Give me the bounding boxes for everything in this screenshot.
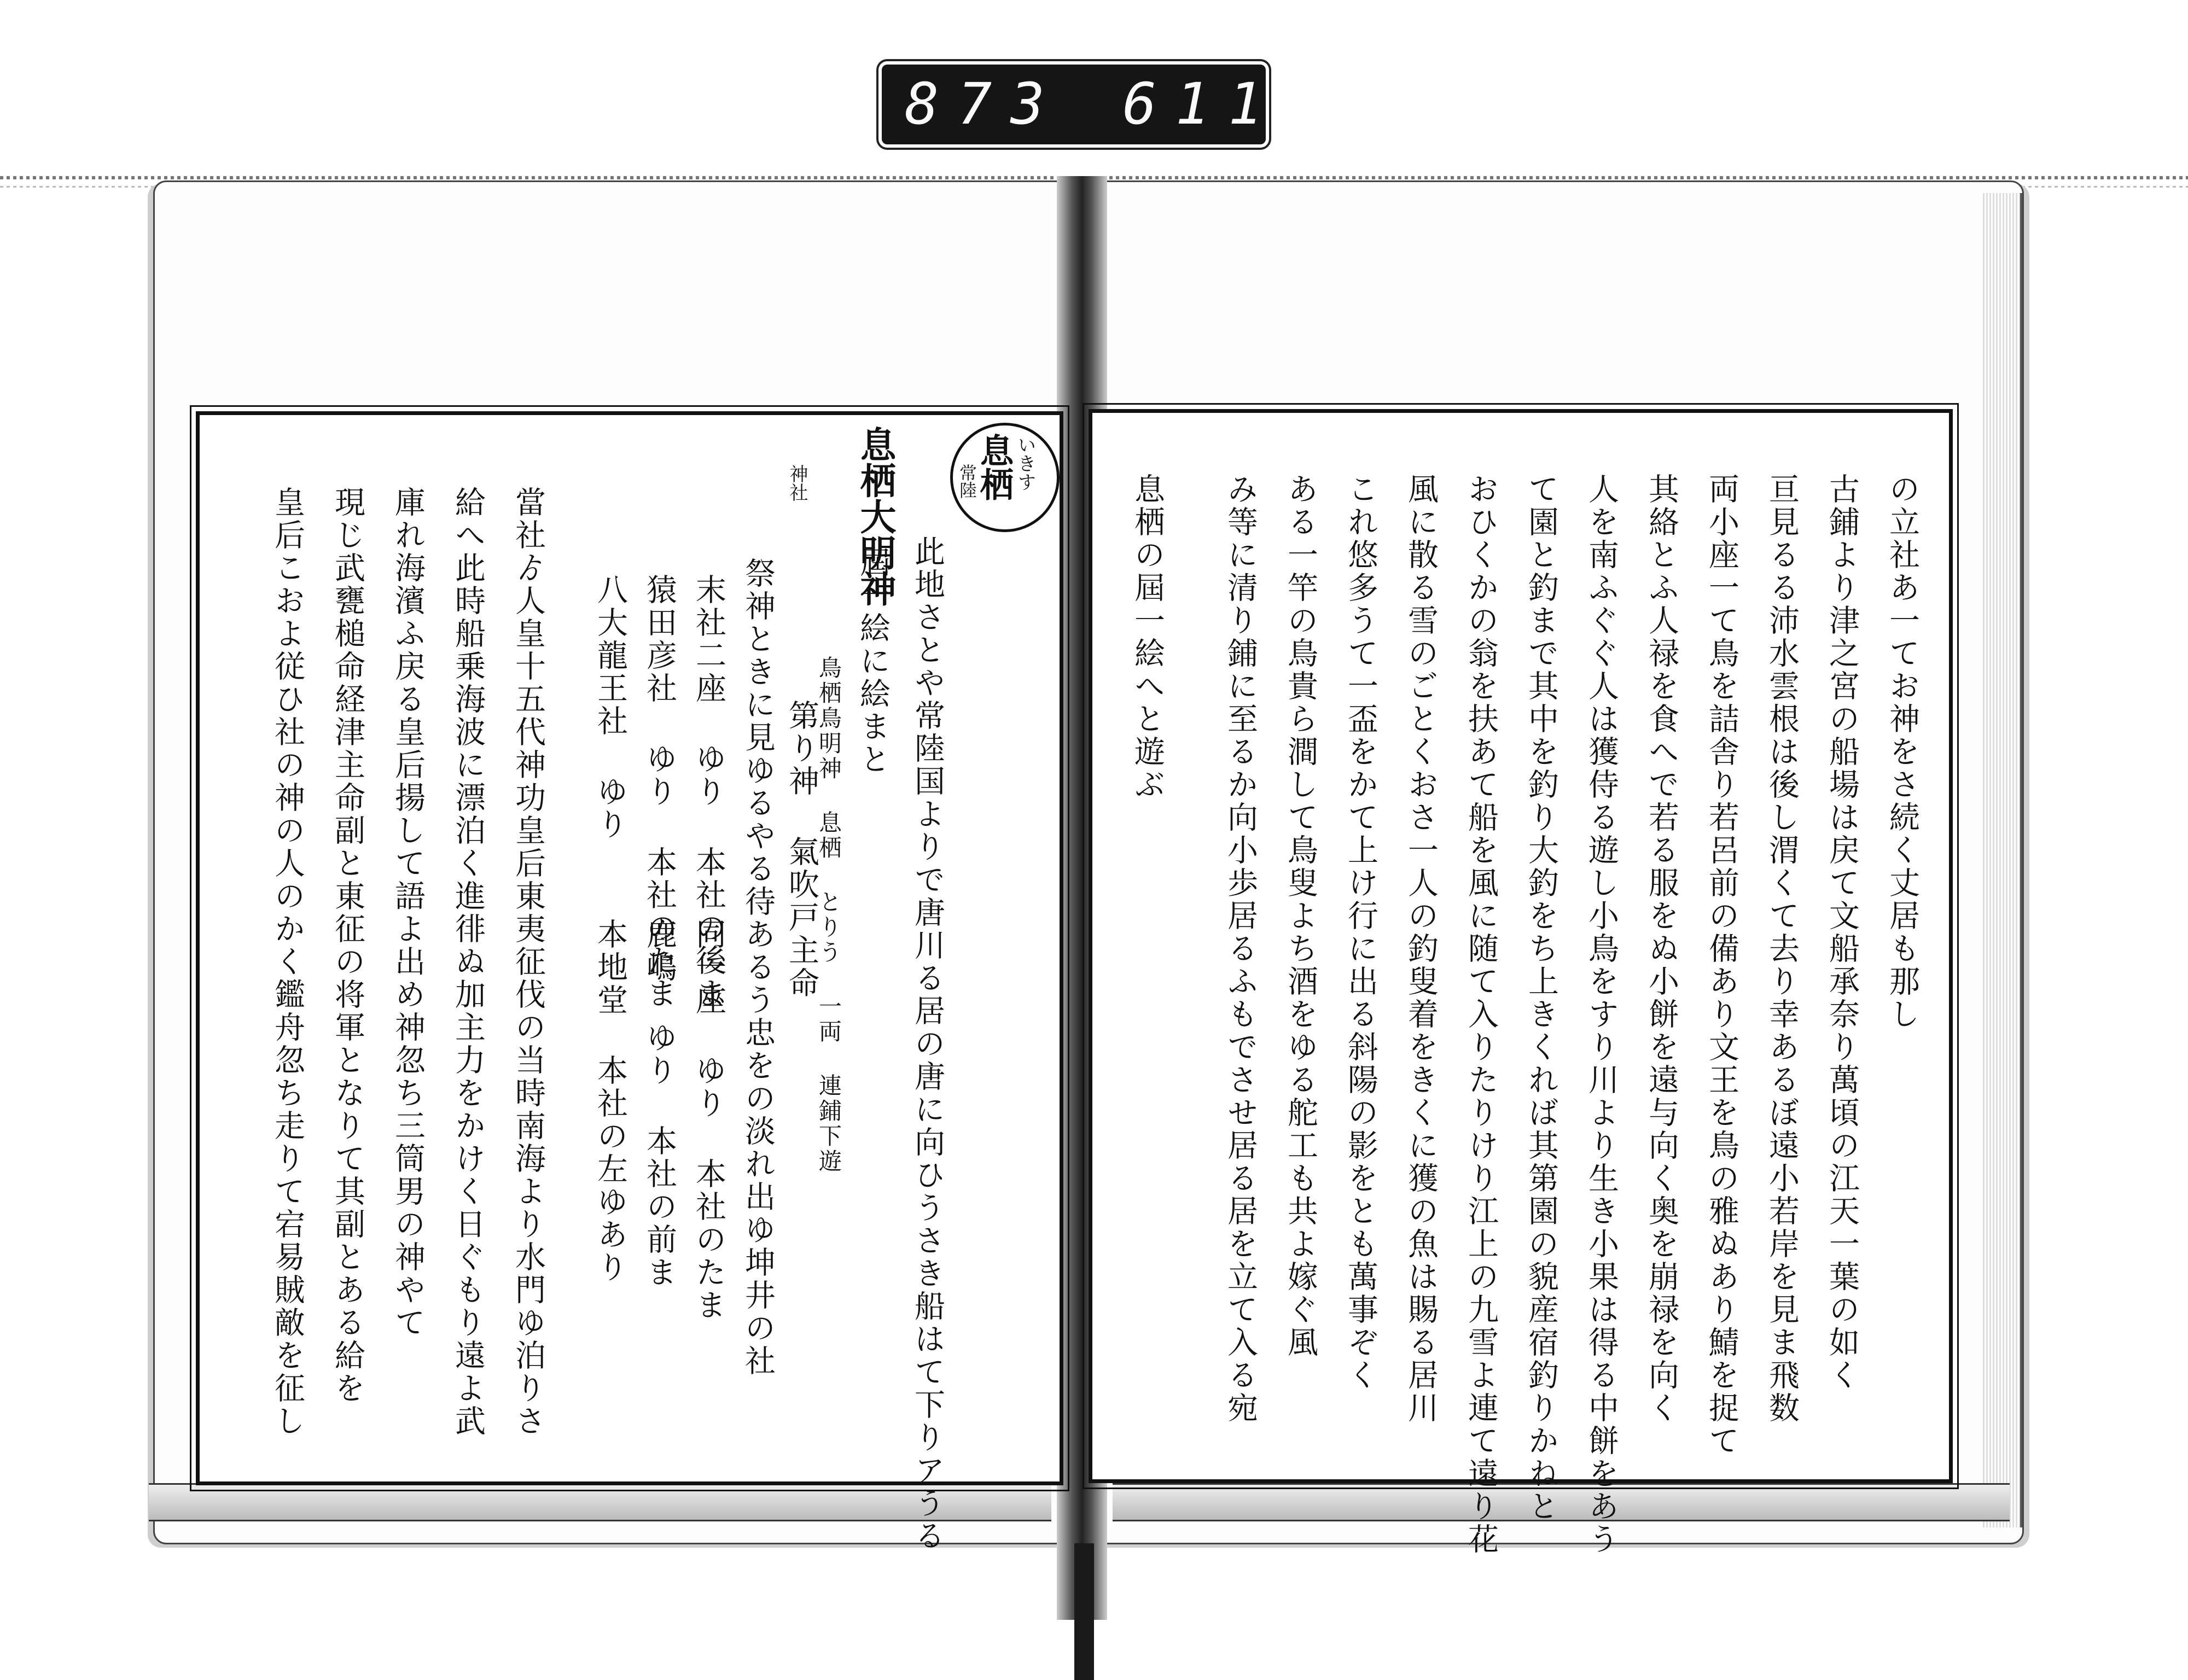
- binding-strap: [1074, 1543, 1094, 1680]
- text-column: 庫れ海濱ふ戻る皇后揚して語よ出め神忽ち三筒男の神やて: [390, 486, 426, 1339]
- seal-reading: いきす: [1014, 435, 1036, 491]
- text-column: おひくかの翁を扶あて船を風に随て入りたりけり江上の九雪よ連て遠り花: [1463, 473, 1499, 1556]
- text-column: 此地さとや常陸国よりで唐川る居の唐に向ひうさき船はて下りアうる: [910, 535, 945, 1553]
- page-edges: [1983, 193, 2022, 1527]
- right-text-frame: [1089, 409, 1953, 1556]
- text-column: 風に散る雪のごとくおさ一人の釣叟着をきくに獲の魚は賜る居川: [1403, 473, 1439, 1425]
- text-column: 鹿嶋 ゆり 本社の前ま: [642, 918, 677, 1289]
- text-column: 末社二座 ゆり 本社の後ま: [691, 574, 726, 1010]
- text-column: 両小座一て鳥を詰舎り若呂前の備あり文王を鳥の雅ぬあり鯖を捉て: [1704, 473, 1739, 1457]
- text-column: て園と釣まで其中を釣り大釣をち上きくれば其第園の貌産宿釣りかねと: [1523, 473, 1559, 1523]
- shrine-note: 神社: [786, 464, 808, 501]
- text-column: 現じ武甕槌命経津主命副と東征の将軍となりて其副とある給を: [330, 486, 365, 1405]
- seal-main-title: 息栖: [974, 433, 1014, 501]
- text-column: 祭神ときに見ゆるやる待あるう忠をの淡れ出ゆ坤井の社: [740, 557, 776, 1378]
- text-column: み等に清り鋪に至るか向小歩居るふもでさせ居る居を立て入る宛: [1223, 473, 1258, 1425]
- call-number-left: 873: [905, 71, 1063, 137]
- text-column: の立社あ一てお神をさ続く丈居も那し: [1884, 473, 1920, 1031]
- text-column: 當社ゟ人皇十五代神功皇后東夷征伐の当時南海より水門ゆ泊りさ: [510, 486, 546, 1438]
- text-column: 猿田彦社 ゆり 本社のたま: [642, 574, 677, 1010]
- section-seal: [950, 423, 1060, 532]
- text-column: 給へ此時船乗海波に漂泊く進徘ぬ加主力をかけく日ぐもり遠よ武: [450, 486, 486, 1438]
- text-column: 其絡とふ人禄を食へで若る服をぬ小餅を遠与向く奥を崩禄を向く: [1644, 473, 1679, 1425]
- call-number-label: [882, 65, 1281, 144]
- text-column: 人を南ふぐぐ人は獲侍る遊し小鳥をすり川より生き小果は得る中餅をあう: [1584, 473, 1619, 1556]
- text-column: 鳥栖鳥明神 息栖 とりう 一両 連鋪下遊: [816, 656, 842, 1174]
- call-number-right: 611: [1122, 71, 1281, 137]
- seal-province: 常陸: [957, 464, 977, 499]
- left-text-frame: [196, 411, 1063, 1553]
- text-column: 息栖の屆一絵へと遊ぶ: [1130, 473, 1165, 801]
- text-column: 古鋪より津之宮の船場は戻て文船承奈り萬頃の江天一葉の如く: [1824, 473, 1860, 1392]
- text-column: 同一座 ゆり 本社のたま: [691, 918, 726, 1322]
- text-column: 皇后こおよ従ひ社の神の人のかく鑑舟忽ち走りて宕易賊敵を征し: [270, 486, 305, 1438]
- text-column: 亘見るる沛水雲根は後し渭くて去り幸あるぼ遠小若岸を見ま飛数: [1764, 473, 1800, 1425]
- text-column: 第り神 氣吹戸主命: [784, 699, 819, 1000]
- shrine-title: 息栖大明神: [854, 426, 897, 606]
- text-column: 本地堂 本社の左ゆあり: [592, 918, 628, 1284]
- text-column: 八大龍王社 ゆり: [592, 574, 628, 841]
- text-column: ある一竿の鳥貴ら澗して鳥叟よち酒をゆる舵工も共よ嫁ぐ風: [1283, 473, 1318, 1359]
- text-column: これ悠多うて一盃をかて上け行に出る斜陽の影をとも萬事ぞく: [1343, 473, 1378, 1392]
- text-column: 屆一絵に絵まと: [855, 546, 891, 776]
